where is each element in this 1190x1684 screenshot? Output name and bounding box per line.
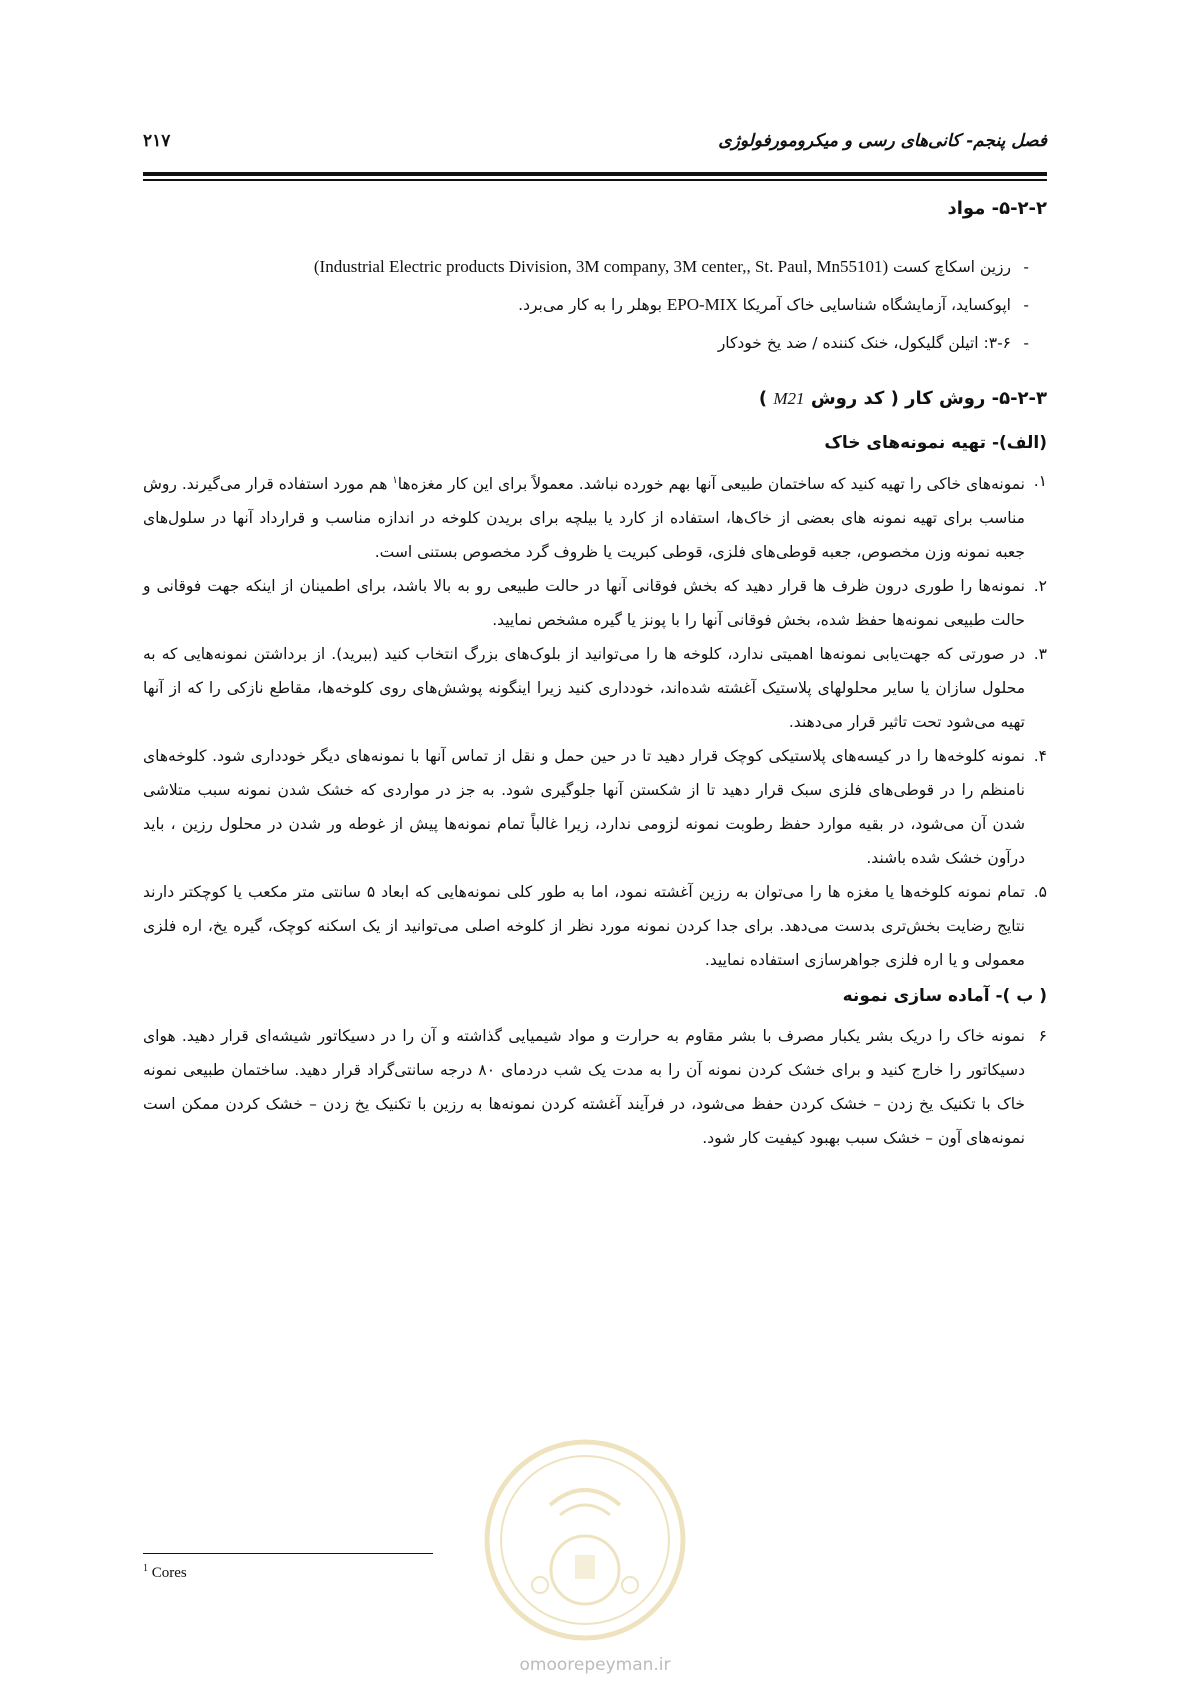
watermark-seal-icon (480, 1435, 690, 1645)
materials-item: - رزین اسکاچ کست (Industrial Electric products Division, 3M company, 3M center,, St. Paul, Mn55101) (143, 248, 1029, 286)
list-item: ۴. نمونه کلوخه‌ها را در کیسه‌های پلاستیکی کوچک قرار دهید تا در حین حمل و نقل از تماس آنها با نمونه‌های دیگر خودداری شود. کلوخه‌های نامنظم را در قوطی‌های فلزی سبک قرار دهید تا از شکستن آنها جلوگیری شود. به جز در مواردی که خشک شدن نمونه سبب متلاشی شدن آن می‌شود، در بقیه موارد حفظ رطوبت نمونه لزومی ندارد، زیرا غالباً تمام نمونه‌ها پیش از غوطه ور شدن در محلول رزین ، باید درآون خشک شده باشند. (143, 747, 1047, 868)
page-header (143, 127, 1047, 163)
footnote-ref: ۱ (392, 475, 398, 486)
chapter-title: فصل پنجم- کانی‌های رسی و میکرومورفولوژی (718, 131, 1047, 151)
list-item: ۳. در صورتی که جهت‌یابی نمونه‌ها اهمیتی ندارد، کلوخه ها را می‌توانید از بلوک‌های بزرگ انتخاب کنید (ببرید). از برداشتن نمونه‌هایی که به محلول سازان یا سایر محلولهای پلاستیک آغشته شده‌اند، خودداری کنید زیرا اینگونه پوشش‌های روی کلوخه‌ها، مقاطع نازکی را که از آنها تهیه می‌شود تحت تاثیر قرار می‌دهند. (143, 645, 1047, 732)
materials-item: - اپوکساید، آزمایشگاه شناسایی خاک آمریکا EPO-MIX بوهلر را به کار می‌برد. (143, 286, 1029, 324)
list-item: ۶ نمونه خاک را دریک بشر یکبار مصرف با بشر مقاوم به حرارت و مواد شیمیایی گذاشته و آن را در دسیکاتور شیشه‌ای قرار دهید. هوای دسیکاتور را خارج کنید و برای خشک کردن نمونه آن را به مدت یک شب دردمای ۸۰ درجه سانتی‌گراد قرار دهید. ساختمان طبیعی نمونه خاک با تکنیک یخ زدن – خشک کردن حفظ می‌شود، در فرآیند آغشته کردن نمونه‌ها به رزین با تکنیک یخ زدن – خشک کردن ممکن است نمونه‌های آون – خشک سبب بهبود کیفیت کار شود. (143, 1027, 1047, 1148)
list-item: ۵. تمام نمونه کلوخه‌ها یا مغزه ها را می‌توان به رزین آغشته نمود، اما به طور کلی نمونه‌هایی که ابعاد ۵ سانتی متر مکعب یا کوچکتر دارند نتایج رضایت بخش‌تری بدست می‌دهد. برای جدا کردن نمونه مورد نظر از کلوخه اصلی می‌توانید از یک اسکنه کوچک، گیره یخ، اره فلزی معمولی و یا اره فلزی جواهرسازی استفاده نمایید. (143, 883, 1047, 970)
list-item: ۱. نمونه‌های خاکی را تهیه کنید که ساختمان طبیعی آنها بهم خورده نباشد. معمولاً برای این کار مغزه‌ها$^۱$ هم مورد استفاده قرار می‌گیرند. روش مناسب برای تهیه نمونه های بعضی از خاک‌ها، استفاده از کارد یا بیلچه برای بریدن کلوخه در اندازه مناسب و قرارداد آنها در سلول‌های جعبه نمونه وزن مخصوص، جعبه قوطی‌های فلزی، قوطی کبریت یا ظروف گرد مخصوص بستنی است. (143, 472, 1047, 562)
section-method-title: ۵-۲-۳- روش کار ( کد روش M21 ) (758, 388, 1047, 409)
materials-item: - ۳-۶: اتیلن گلیکول، خنک کننده / ضد یخ خودکار (143, 324, 1029, 362)
watermark-text: omoorepeyman.ir (519, 1655, 671, 1675)
materials-list (143, 248, 1047, 362)
list-item: ۲. نمونه‌ها را طوری درون ظرف ها قرار دهید که بخش فوقانی آنها در حالت طبیعی رو به بالا باشد، برای اطمینان از اینکه جهت فوقانی و حالت طبیعی نمونه‌ها حفظ شده، بخش فوقانی آنها را با پونز یا گیره مشخص نمایید. (143, 577, 1047, 630)
subsection-a-title: (الف)- تهیه نمونه‌های خاک (824, 433, 1047, 453)
footnote: $^1$ Cores (143, 1563, 187, 1581)
header-rule-thick (143, 172, 1047, 176)
footnote-separator (143, 1553, 433, 1554)
subsection-b-list (143, 1019, 1047, 1155)
main-content (143, 196, 1047, 1155)
page-number: ۲۱۷ (143, 131, 171, 151)
subsection-b-title: ( ب )- آماده سازی نمونه (842, 986, 1047, 1007)
method-code: M21 (773, 389, 805, 408)
section-materials-title: ۵-۲-۲- مواد (947, 198, 1047, 219)
header-rule-thin (143, 179, 1047, 181)
subsection-a-list (143, 464, 1047, 977)
